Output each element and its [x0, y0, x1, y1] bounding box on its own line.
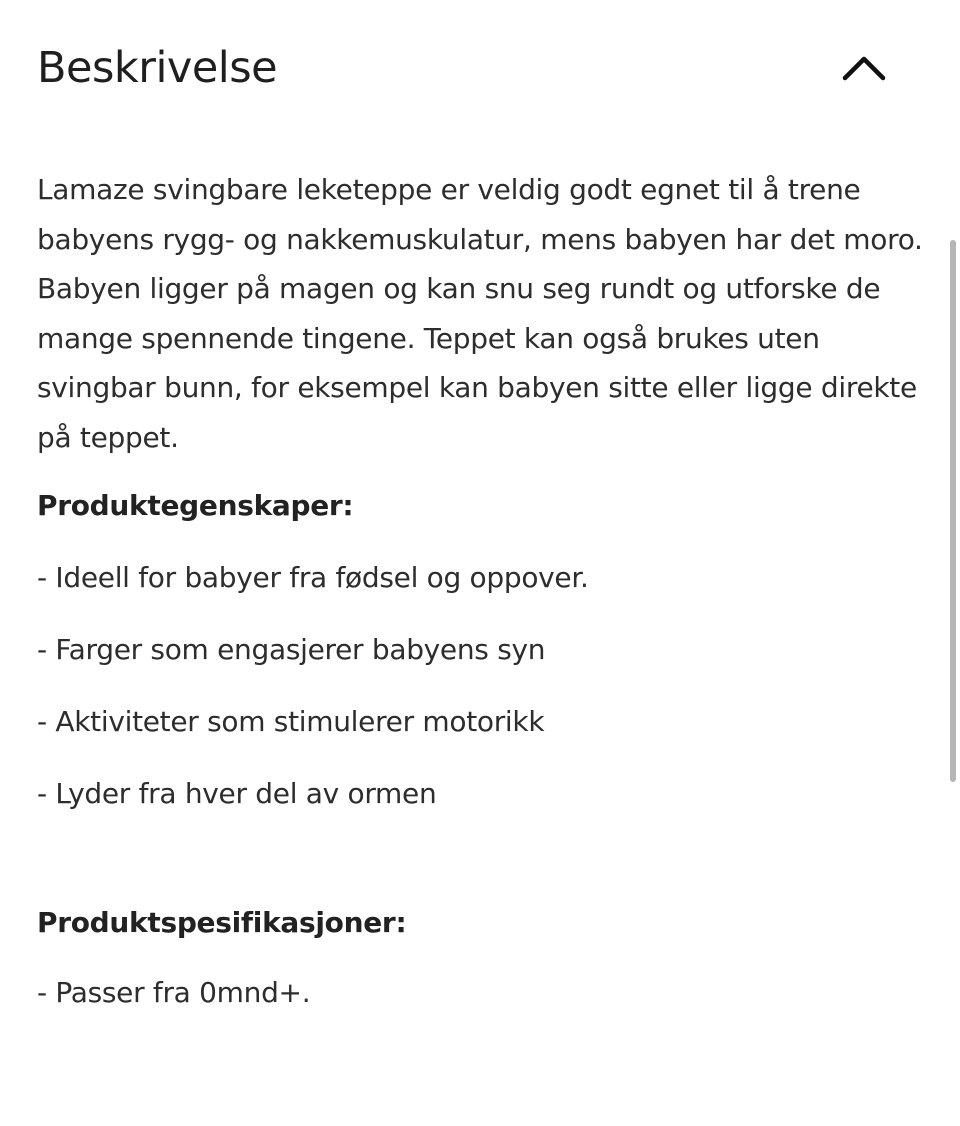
list-item: - Aktiviteter som stimulerer motorikk	[37, 705, 545, 738]
section-title: Beskrivelse	[37, 43, 278, 93]
specification-list	[37, 975, 927, 1011]
description-content	[37, 165, 927, 1011]
list-item: - Lyder fra hver del av ormen	[37, 777, 437, 810]
collapse-toggle-button[interactable]	[836, 40, 892, 96]
description-text: Lamaze svingbare leketeppe er veldig godt egnet til å trene babyens rygg- og nakkemuskulatur, mens babyen har det moro. Babyen ligger på magen og kan snu seg rundt og utforske de mange spennende tingene. Teppet kan også brukes uten svingbar bunn, for eksempel kan babyen sitte eller ligge direkte på teppet.	[37, 173, 923, 454]
scrollbar[interactable]	[950, 240, 956, 782]
list-item: - Passer fra 0mnd+.	[37, 976, 311, 1009]
feature-list	[37, 560, 927, 812]
chevron-up-icon	[842, 55, 886, 81]
list-item: - Ideell for babyer fra fødsel og oppover.	[37, 561, 589, 594]
description-section-header[interactable]	[37, 36, 892, 100]
list-item: - Farger som engasjerer babyens syn	[37, 633, 546, 666]
specifications-heading: Produktspesifikasjoner:	[37, 906, 407, 939]
features-heading: Produktegenskaper:	[37, 489, 354, 522]
